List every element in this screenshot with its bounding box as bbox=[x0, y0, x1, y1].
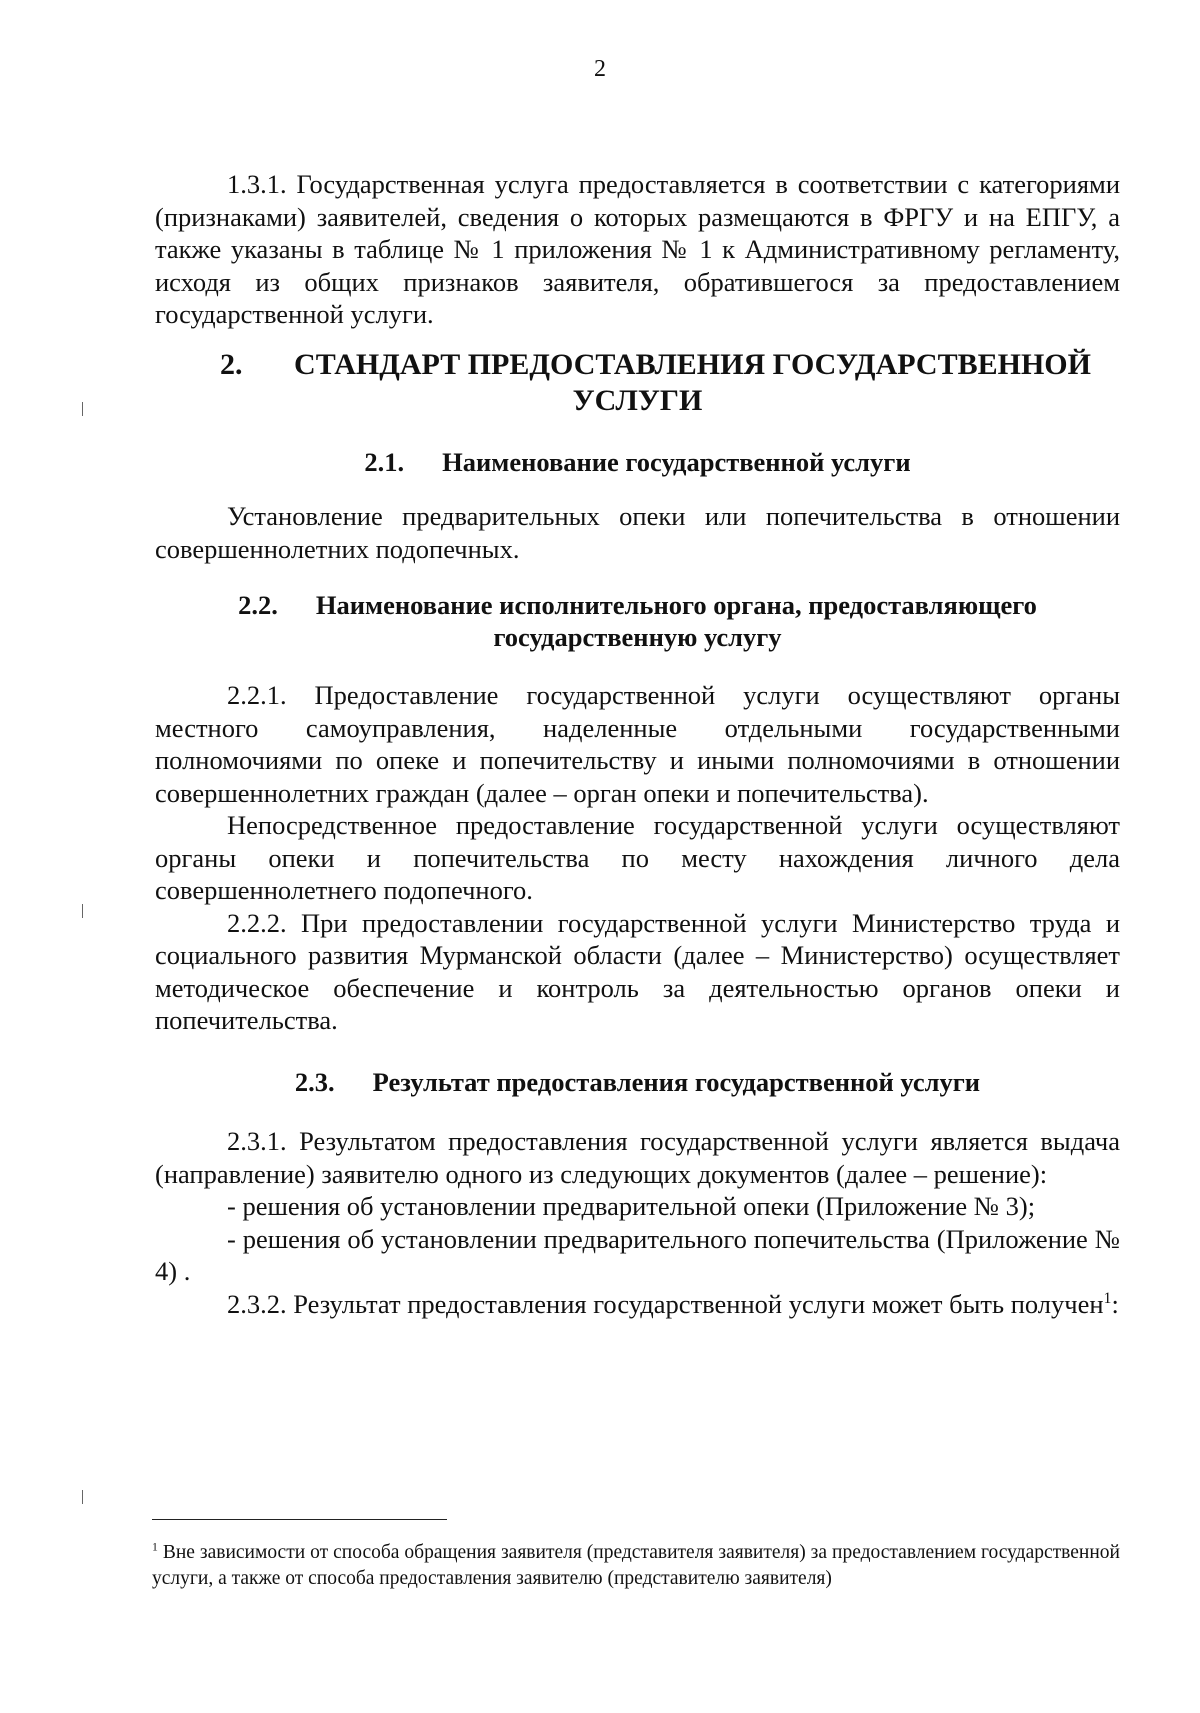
section-2-2-title-line2: государственную услугу bbox=[493, 622, 782, 652]
footnote-divider bbox=[152, 1519, 447, 1520]
paragraph-1-3-1: 1.3.1. Государственная услуга предоставляется в соответствии с категориями (признаками) заявителей, сведения о которых размещаются в ФРГУ и на ЕПГУ, а также указаны в таблице № 1 приложения № 1 к Административному регламенту, исходя из общих признаков заявителя, обратившегося за предоставлением государственной услуги. bbox=[155, 169, 1120, 329]
section-2-title-line1: СТАНДАРТ ПРЕДОСТАВЛЕНИЯ ГОСУДАРСТВЕННОЙ bbox=[294, 348, 1091, 381]
section-2-1-number: 2.1. bbox=[364, 447, 405, 477]
list-item-popechitelstvo: - решения об установлении предварительного попечительства (Приложение № 4) . bbox=[155, 1223, 1120, 1286]
section-2-number: 2. bbox=[220, 348, 243, 381]
section-2-1-heading bbox=[155, 446, 1120, 478]
paragraph-2-3-1: 2.3.1. Результатом предоставления государственной услуги является выдача (направление) заявителю одного из следующих документов (далее – решение): bbox=[155, 1126, 1120, 1189]
section-2-heading bbox=[155, 347, 1120, 419]
margin-mark bbox=[82, 904, 83, 918]
section-2-1-title: Наименование государственной услуги bbox=[442, 447, 911, 477]
section-2-2-number: 2.2. bbox=[238, 590, 278, 620]
paragraph-2-3-2: 2.3.2. Результат предоставления государственной услуги может быть получен$^1$: bbox=[227, 1288, 1119, 1319]
footnote-text: Вне зависимости от способа обращения заявителя (представителя заявителя) за предоставлением государственной услуги, а также от способа предоставления заявителю (представителю заявителя) bbox=[152, 1542, 1120, 1589]
footnote-mark: 1 bbox=[152, 1540, 158, 1554]
section-2-3-number: 2.3. bbox=[294, 1067, 335, 1097]
paragraph-2-2-1-b: Непосредственное предоставление государственной услуги осуществляют органы опеки и попечительства по месту нахождения личного дела совершеннолетнего подопечного. bbox=[155, 810, 1120, 905]
list-item-opeka: - решения об установлении предварительной опеки (Приложение № 3); bbox=[227, 1191, 1036, 1221]
section-2-2-heading bbox=[155, 589, 1120, 653]
paragraph-2-2-2: 2.2.2. При предоставлении государственной услуги Министерство труда и социального развития Мурманской области (далее – Министерство) осуществляет методическое обеспечение и контроль за деятельностью органов опеки и попечительства. bbox=[155, 907, 1120, 1035]
footnote bbox=[152, 1540, 1120, 1592]
margin-mark bbox=[82, 402, 83, 416]
section-2-3-title: Результат предоставления государственной услуги bbox=[372, 1067, 981, 1097]
section-2-3-heading bbox=[155, 1066, 1120, 1098]
page-number: 2 bbox=[594, 56, 606, 82]
footnote-ref[interactable]: 1 bbox=[1103, 1289, 1112, 1307]
section-2-title-line2: УСЛУГИ bbox=[572, 384, 703, 417]
section-2-2-text bbox=[155, 679, 1120, 1037]
paragraph-2-2-1: 2.2.1. Предоставление государственной услуги осуществляют органы местного самоуправления, наделенные отдельными государственными полномочиями по опеке и попечительству и иными полномочиями в отношении совершеннолетних граждан (далее – орган опеки и попечительства). bbox=[155, 680, 1120, 808]
section-2-3-text bbox=[155, 1125, 1120, 1320]
section-2-2-title-line1: 2.2. Наименование исполнительного органа, предоставляющего bbox=[238, 590, 1037, 620]
section-2-1-text: Установление предварительных опеки или попечительства в отношении совершеннолетних подопечных. bbox=[155, 501, 1120, 564]
margin-mark bbox=[82, 1490, 83, 1504]
